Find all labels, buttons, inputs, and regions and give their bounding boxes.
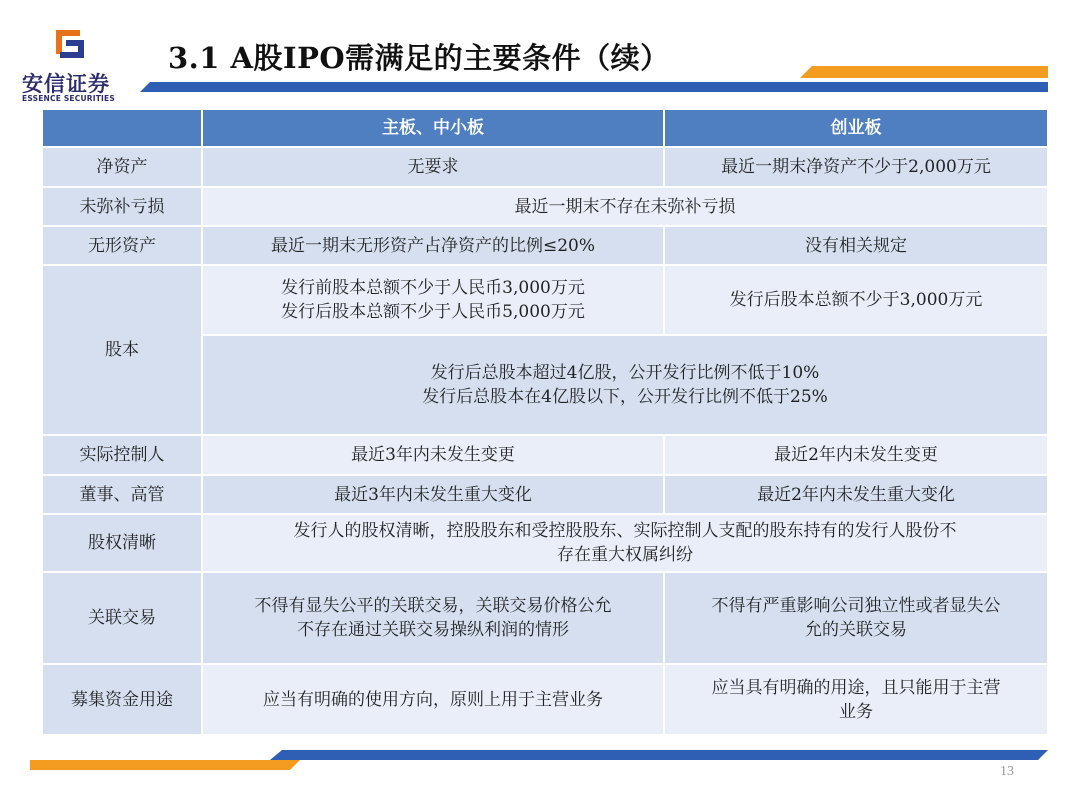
page-title: 3.1 A股IPO需满足的主要条件（续）: [168, 41, 670, 75]
cell-funds-main: 应当有明确的使用方向，原则上用于主营业务: [202, 664, 664, 735]
share-capital-main-line1: 发行前股本总额不少于人民币3,000万元: [281, 278, 585, 298]
cell-related-gem: [664, 572, 1048, 664]
cell-intangible-gem: 没有相关规定: [664, 226, 1048, 265]
cell-funds-gem: [664, 664, 1048, 735]
logo-mark-icon: [52, 26, 88, 62]
row-label-related: 关联交易: [42, 572, 202, 664]
share-capital-both-line1: 发行后总股本超过4亿股，公开发行比例不低于10%: [430, 363, 820, 383]
table-row: [42, 187, 1048, 226]
cell-deficit-both: 最近一期末不存在未弥补亏损: [202, 187, 1048, 226]
cell-directors-main: 最近3年内未发生重大变化: [202, 475, 664, 514]
logo-name-en: ESSENCE SECURITIES: [22, 94, 115, 103]
cell-net-assets-main: 无要求: [202, 147, 664, 187]
cell-share-capital-main: [202, 265, 664, 335]
table-row: [42, 147, 1048, 187]
table-row: [42, 435, 1048, 475]
company-logo: [18, 22, 128, 104]
table-row: [42, 265, 1048, 335]
cell-directors-gem: 最近2年内未发生重大变化: [664, 475, 1048, 514]
row-label-share-capital: 股本: [42, 265, 202, 435]
cell-controller-gem: 最近2年内未发生变更: [664, 435, 1048, 475]
row-label-directors: 董事、高管: [42, 475, 202, 514]
row-label-funds: 募集资金用途: [42, 664, 202, 735]
row-label-deficit: 未弥补亏损: [42, 187, 202, 226]
page-number: 13: [1000, 764, 1014, 779]
cell-net-assets-gem: 最近一期末净资产不少于2,000万元: [664, 147, 1048, 187]
table-row: [42, 572, 1048, 664]
related-gem-line1: 不得有严重影响公司独立性或者显失公: [711, 596, 1001, 616]
table-row: [42, 475, 1048, 514]
row-label-equity: 股权清晰: [42, 514, 202, 572]
related-main-line1: 不得有显失公平的关联交易，关联交易价格公允: [254, 596, 612, 616]
header-main-board: 主板、中小板: [202, 109, 664, 147]
cell-equity-both: [202, 514, 1048, 572]
ipo-conditions-table: [41, 108, 1049, 736]
row-label-net-assets: 净资产: [42, 147, 202, 187]
bottom-blue-bar: [270, 750, 1048, 760]
funds-gem-line1: 应当具有明确的用途，且只能用于主营: [711, 677, 1001, 698]
row-label-intangible: 无形资产: [42, 226, 202, 265]
related-main-line2: 不存在通过关联交易操纵利润的情形: [297, 620, 569, 640]
bottom-orange-bar: [30, 760, 300, 770]
header-gem-board: 创业板: [664, 109, 1048, 147]
related-gem-line2: 允的关联交易: [805, 620, 907, 640]
funds-gem-line2: 业务: [839, 701, 873, 722]
cell-share-capital-both: [202, 335, 1048, 435]
table-row: [42, 664, 1048, 735]
cell-related-main: [202, 572, 664, 664]
cell-intangible-main: 最近一期末无形资产占净资产的比例≤20%: [202, 226, 664, 265]
equity-line2: 存在重大权属纠纷: [557, 545, 693, 565]
top-orange-bar: [800, 66, 1048, 78]
share-capital-main-line2: 发行后股本总额不少于人民币5,000万元: [281, 302, 585, 322]
equity-line1: 发行人的股权清晰，控股股东和受控股股东、实际控制人支配的股东持有的发行人股份不: [293, 521, 957, 541]
table-row: [42, 514, 1048, 572]
logo-name-cn: 安信证券: [22, 72, 110, 96]
header-corner: [42, 109, 202, 147]
table-row: [42, 226, 1048, 265]
cell-controller-main: 最近3年内未发生变更: [202, 435, 664, 475]
cell-share-capital-gem: 发行后股本总额不少于3,000万元: [664, 265, 1048, 335]
row-label-controller: 实际控制人: [42, 435, 202, 475]
table-header-row: [42, 109, 1048, 147]
share-capital-both-line2: 发行后总股本在4亿股以下，公开发行比例不低于25%: [422, 387, 828, 407]
top-blue-bar: [140, 82, 1048, 92]
